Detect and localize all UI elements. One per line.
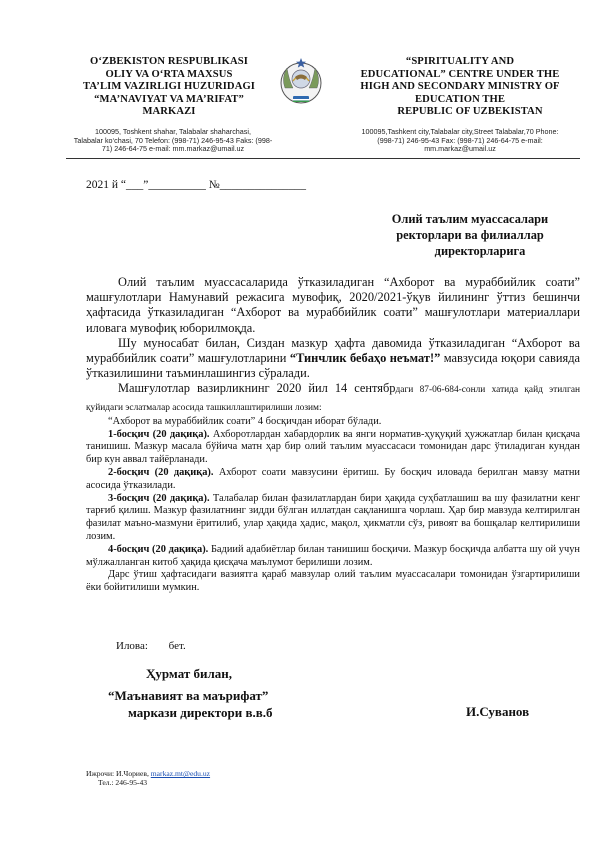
stage-1: 1-босқич (20 дақиқа). Ахборотлардан хабардорлик ва янги норматив-ҳуқуқий ҳужжатлар билан қисқача танишиш. Мазкур масала бўйича матн ҳар бир олий таълим муассасаси томонидан дарс ўтиладиган кундан бир кун аввал тайёрланади. [86, 428, 580, 466]
right-org-name: “SPIRITUALITY AND EDUCATIONAL” CENTRE UNDER THE HIGH AND SECONDARY MINISTRY OF EDUCATION THE REPUBLIC OF UZBEKISTAN [360, 56, 560, 118]
topic-title: “Тинчлик бебаҳо неъмат!” [289, 351, 441, 366]
paragraph-intro: Олий таълим муассасаларида ўтказиладиган “Ахборот ва мураббийлик соати” машғулотлари Намунавий режасига мувофиқ, 2020/2021-ўқув йилининг ўттиз бешинчи ҳафтасида ўтказиладиган “Ахборот ва мураббийлик соати” машғулотлари материаллари иловага мувофиқ юборилмоқда. [86, 275, 580, 335]
date-number-line: 2021 й “___”__________ №_______________ [86, 179, 306, 191]
executor-email-link[interactable]: markaz.mt@edu.uz [150, 769, 211, 778]
left-org-name: O‘ZBEKISTON RESPUBLIKASI OLIY VA O‘RTA MAXSUS TA’LIM VAZIRLIGI HUZURIDAGI “MA’NAVIYAT VA MA’RIFAT” MARKAZI [82, 56, 256, 118]
letter-body [86, 275, 580, 595]
signer-name: И.Суванов [466, 704, 530, 719]
header-divider [66, 158, 580, 159]
executor-footer: Ижрочи: И.Чориев, markaz.mt@edu.uz Тел.: 246-95-43 [86, 769, 211, 788]
paragraph-request: Шу муносабат билан, Сиздан мазкур ҳафта давомида ўтказиладиган “Ахборот ва мураббийлик соати” машғулотларини “Тинчлик бебаҳо неъмат!” мавзусида юқори савияда ўтказилишини таъминлашингиз сўралади. [86, 335, 581, 381]
signer-title: “Маънавият ва маърифат” маркази директори в.в.б [108, 688, 273, 720]
attachment-line: Илова: бет. [116, 640, 186, 652]
paragraph-ministry-reference: Машғулотлар вазирликнинг 2020 йил 14 сентябрдаги 87-06-684-сонли хатида қайд этилган қуйидаги эслатмалар асосида ташкиллаштирилиши лозим: [86, 381, 580, 413]
stage-3: 3-босқич (20 дақиқа). Талабалар билан фазилатлардан бири ҳақида суҳбатлашиш ва шу фазилатни кенг тарғиб қилиш. Мазкур фазилатнинг зидди бўлган иллатдан сақланишга чорлаш. Ҳар бир мавзуда келтирилган фазилат маъно-мазмуни ёритилиб, улар ҳақида ҳадис, мақол, ҳикматли сўз, ривоят ва бошқалар келтирилиши лозим. [86, 492, 580, 542]
state-emblem-icon [271, 52, 331, 112]
paragraph-topics-change: Дарс ўтиш ҳафтасидаги вазиятга қараб мавзулар олий таълим муассасалари томонидан ўзгартирилиши ёки бойитилиши мумкин. [86, 569, 580, 594]
paragraph-stages-intro: “Ахборот ва мураббийлик соати” 4 босқичдан иборат бўлади. [108, 415, 382, 427]
right-address: 100095,Tashkent city,Talabalar city,Street Talabalar,70 Phone: (998-71) 246-95-43 Fax: (998-71) 246-64-75 e-mail: mm.markaz@umail.uz [361, 127, 559, 154]
closing-phrase: Ҳурмат билан, [146, 666, 233, 681]
left-address: 100095, Toshkent shahar, Talabalar shaharchasi, Talabalar ko‘chasi, 70 Telefon: (998-71) 246-95-43 Faks: (998- 71) 246-64-75 e-mail: mm.markaz@umail.uz [73, 127, 273, 154]
stage-4: 4-босқич (20 дақиқа). Бадиий адабиётлар билан танишиш босқичи. Мазкур босқичда албатта шу ой учун мўлжалланган китоб ҳақида қисқача маълумот берилиши лозим. [86, 543, 580, 568]
stage-2: 2-босқич (20 дақиқа). Ахборот соати мавзусини ёритиш. Бу босқич иловада берилган мавзу матни асосида ўтказилади. [86, 467, 580, 491]
recipient-block: Олий таълим муассасалари ректорлари ва филиаллар директорларига [391, 212, 549, 258]
